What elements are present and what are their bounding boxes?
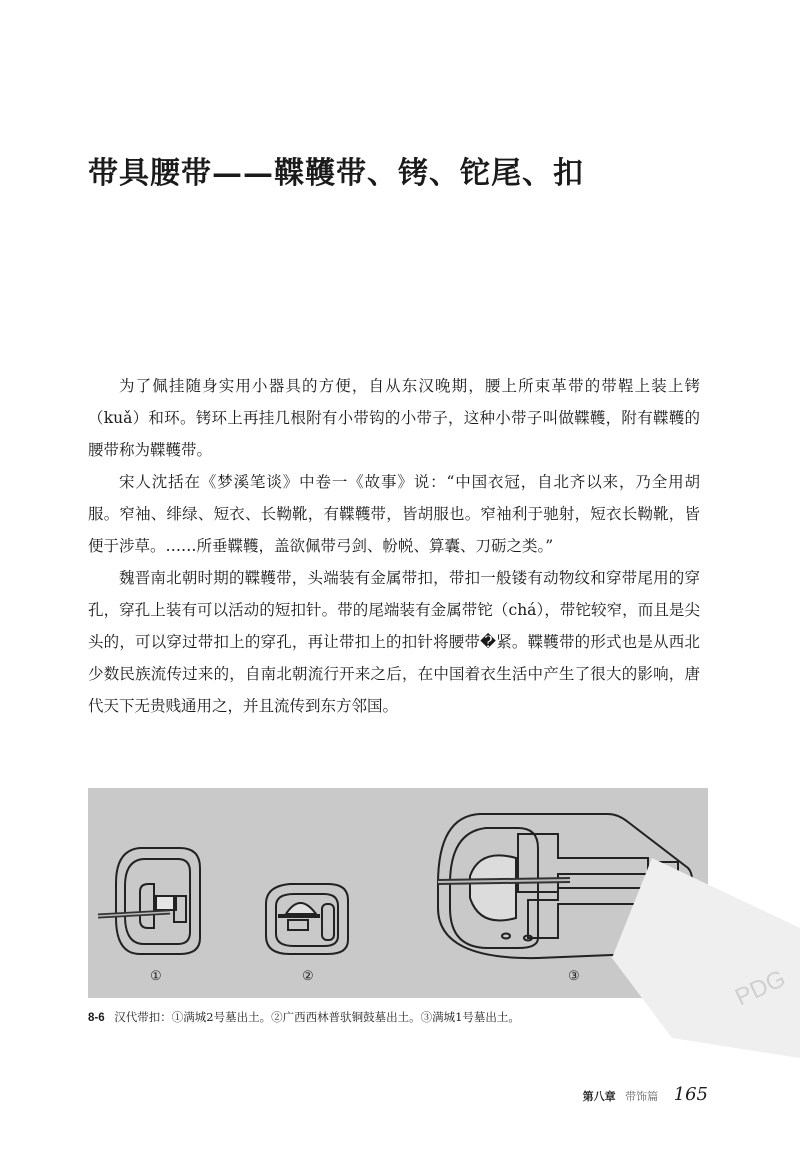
paragraph: 为了佩挂随身实用小器具的方便，自从东汉晚期，腰上所束革带的带鞓上装上铐（kuǎ）和环。铐环上再挂几根附有小带钩的小带子，这种小带子叫做鞢韄，附有鞢韄的腰带称为鞢韄带。 [88,377,700,459]
watermark-stamp [612,838,800,1058]
figure-number: 8-6 [88,1012,105,1024]
paragraph: 魏晋南北朝时期的鞢韄带，头端装有金属带扣，带扣一般镂有动物纹和穿带尾用的穿孔，穿孔上装有可以活动的短扣针。带的尾端装有金属带铊（chá），带铊较窄，而且是尖头的，可以穿过带扣上的穿孔，再让带扣上的扣针将腰带�紧。鞢韄带的形式也是从西北少数民族流传过来的，自南北朝流行开来之后，在中国着衣生活中产生了很大的影响，唐代天下无贵贱通用之，并且流传到东方邻国。 [88,569,700,715]
caption-text: 汉代带扣：①满城2号墓出土。②广西西林普驮铜鼓墓出土。③满城1号墓出土。 [114,1010,520,1024]
watermark-text: PDG [731,964,790,1012]
chapter-label: 第八章 [582,1090,616,1103]
buckle-two [266,884,348,954]
page-number: 165 [673,1084,708,1105]
page-footer [583,1084,708,1105]
section-label: 带饰篇 [625,1090,659,1103]
page-title: 带具腰带——鞢韄带、铐、铊尾、扣 [88,156,584,191]
watermark-shape [612,858,800,1058]
body-text [88,370,700,722]
figure-label: ③ [568,969,580,984]
figure-label: ① [150,969,162,984]
buckle-one [98,848,200,954]
figure-label: ② [302,969,314,984]
paragraph: 宋人沈括在《梦溪笔谈》中卷一《故事》说：“中国衣冠，自北齐以来，乃全用胡服。窄袖、绯绿、短衣、长靿靴，有鞢韄带，皆胡服也。窄袖利于驰射，短衣长靿靴，皆便于涉草。……所垂鞢韄，盖欲佩带弓剑、帉帨、算囊、刀砺之类。” [88,473,700,555]
